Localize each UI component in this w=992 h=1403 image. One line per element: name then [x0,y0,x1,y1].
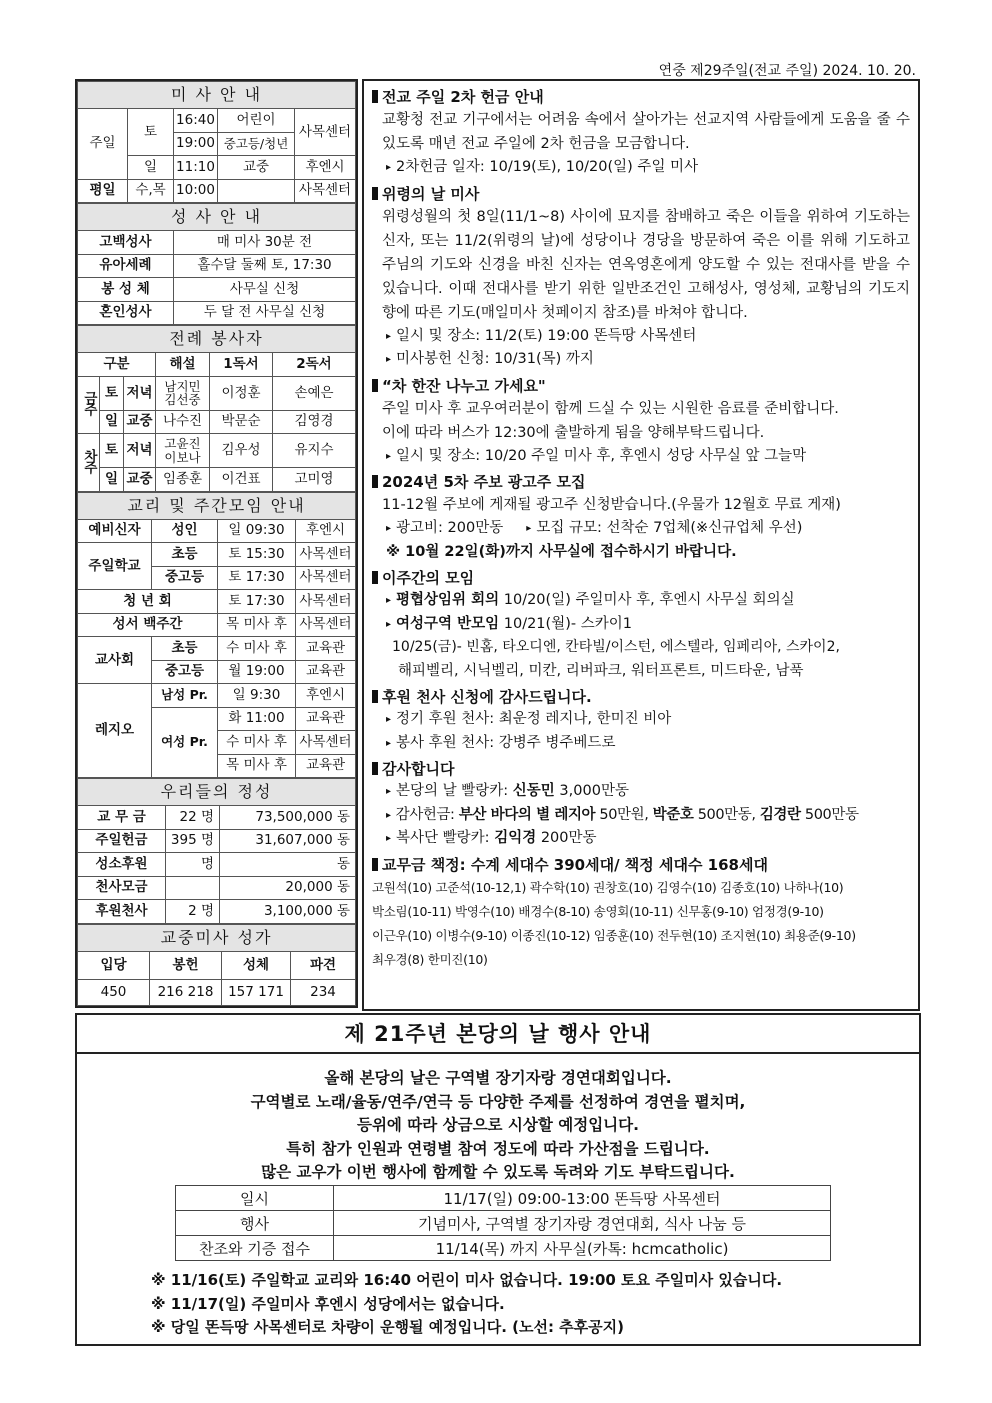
section-title: 전교 주일 2차 헌금 안내 [372,87,910,108]
offering-name: 후원천사 [78,900,166,924]
names-line: 고원석(10) 고준석(10-12,1) 곽수학(10) 권창호(10) 김영수(10) 김종호(10) 나하나(10) [372,879,844,895]
server-reader1: 박문순 [210,410,273,434]
bullet-square-icon [372,187,378,200]
list-item: ▸ 평협상임위 회의 10/20(일) 주일미사 후, 후엔시 사무실 회의실 [372,589,910,613]
section-title: 교무금 책정: 수계 세대수 390세대/ 책정 세대수 168세대 [372,855,910,876]
sacrament-section-title: 성 사 안 내 [78,204,356,231]
triangle-bullet-icon: ▸ [386,450,392,462]
mass-time: 16:40 [174,109,218,133]
offering-amount: 3,100,000 동 [220,900,356,924]
hymn-entrance: 450 [78,979,150,1005]
event-value: 11/17(일) 09:00-13:00 똔득땅 사목센터 [334,1186,831,1211]
bullet-square-icon [372,379,378,392]
servers-head-group: 구분 [78,353,156,377]
servers-head-c2: 1독서 [210,353,273,377]
bullet-square-icon [372,762,378,775]
mass-place: 사목센터 [295,109,356,156]
servers-table [77,325,356,492]
hymn-communion: 157 171 [222,979,291,1005]
sacrament-value: 홀수달 둘째 토, 17:30 [174,254,356,278]
triangle-bullet-icon: ▸ [526,523,532,534]
wed-thu-label: 수,목 [128,179,174,203]
hymn-head-offertory: 봉헌 [150,951,222,979]
triangle-bullet-icon: ▸ [386,618,392,630]
section-body: 주일 미사 후 교우여러분이 함께 드실 수 있는 시원한 음료를 준비합니다. [382,400,839,417]
server-day: 일 [100,468,124,492]
offering-count: 2 명 [166,900,220,924]
meeting-place: 사목센터 [296,590,356,614]
event-notes [151,1269,782,1340]
hymn-offertory: 216 218 [150,979,222,1005]
bulletin-date: 연중 제29주일(전교 주일) 2024. 10. 20. [658,63,916,79]
event-description [77,1067,919,1185]
meeting-time: 화 11:00 [218,707,296,731]
hymn-dismissal: 234 [291,979,356,1005]
list-item: ▸ 봉사 후원 천사: 강병주 병주베드로 [372,732,910,756]
meeting-time: 월 19:00 [218,660,296,684]
names-line: 최우경(8) 한미진(10) [372,951,488,967]
bullet-square-icon [372,571,378,584]
list-item: ▸ 복사단 빨랑카: 김익경 200만동 [372,827,910,851]
servers-head-c1: 해설 [156,353,210,377]
offering-amount: 31,607,000 동 [220,829,356,853]
t-mid-label: 중고등 [152,660,218,684]
sacrament-name: 유아세례 [78,254,174,278]
left-info-panel [75,79,358,1008]
triangle-bullet-icon: ▸ [386,737,392,749]
server-commentator: 임종훈 [156,468,210,492]
mass-who: 중고등/청년 [218,132,295,156]
section-body: 이에 따라 버스가 12:30에 출발하게 됨을 양해부탁드립니다. [382,424,765,441]
bullet-square-icon [372,858,378,871]
triangle-bullet-icon: ▸ [386,595,392,606]
list-item: ▸ 일시 및 장소: 11/2(토) 19:00 똔득땅 사목센터 [372,325,910,349]
meeting-time: 목 미사 후 [218,754,296,778]
mass-who [218,179,295,203]
list-continuation: 해피벨리, 시닉벨리, 미칸, 리버파크, 워터프론트, 미드타운, 남푹 [398,662,804,679]
list-item: ▸ 여성구역 반모임 10/21(월)- 스카이1 [372,613,910,637]
next-week-label: 차주 [80,448,97,472]
server-mass: 저녁 [124,434,156,468]
meeting-place: 후엔시 [296,519,356,543]
section-title: 후원 천사 신청에 감사드립니다. [372,687,910,708]
meeting-place: 교육관 [296,660,356,684]
event-note: ※ 당일 똔득땅 사목센터로 차량이 운행될 예정입니다. (노선: 추후공지) [151,1318,625,1336]
triangle-bullet-icon: ▸ [386,162,392,173]
parish-day-event-box [75,1013,921,1346]
list-item: ▸ 일시 및 장소: 10/20 주일 미사 후, 후엔시 성당 사무실 앞 그늘막 [372,445,910,469]
list-continuation: 10/25(금)- 빈홈, 타오디엔, 칸타빌/이스턴, 에스텔라, 임페리아, 스카이2, [392,639,840,655]
mass-time: 11:10 [174,156,218,180]
sacrament-value: 매 미사 30분 전 [174,231,356,255]
event-key: 행사 [176,1211,334,1236]
list-item: ▸ 정기 후원 천사: 최운정 레지나, 한미진 비아 [372,708,910,732]
server-reader1: 김우성 [210,434,273,468]
event-line: 많은 교우가 이번 행사에 함께할 수 있도록 독려와 기도 부탁드립니다. [261,1163,735,1181]
hymns-section-title: 교중미사 성가 [78,924,356,951]
event-note: ※ 11/17(일) 주일미사 후엔시 성당에서는 없습니다. [151,1294,505,1313]
mass-who: 어린이 [218,109,295,133]
announcements-panel [362,79,920,1011]
meeting-place: 사목센터 [296,566,356,590]
offerings-section-title: 우리들의 정성 [78,779,356,806]
list-item: ▸ 광고비: 200만동 ▸ 모집 규모: 선착순 7업체(※신규업체 우선) [372,517,910,541]
event-line: 등위에 따라 상금으로 시상할 예정입니다. [356,1116,639,1134]
event-line: 구역별로 노래/율동/연주/연극 등 다양한 주제를 선정하여 경연을 펼치며, [250,1092,746,1111]
women-pr-label: 여성 Pr. [152,707,218,778]
section-body: 교황청 전교 기구에서는 어려움 속에서 살아가는 선교지역 사람들에게 도움을 줄 수 있도록 매년 전교 주일에 2차 헌금을 모금합니다. [382,112,910,152]
meeting-time: 목 미사 후 [218,613,296,637]
offerings-table [77,778,356,924]
meeting-time: 일 9:30 [218,684,296,708]
offering-amount: 동 [220,853,356,877]
sacrament-value: 사무실 신청 [174,278,356,302]
offering-count: 22 명 [166,806,220,830]
server-reader2: 고미영 [273,468,356,492]
t-elem-label: 초등 [152,637,218,661]
meeting-place: 교육관 [296,707,356,731]
meeting-time: 토 15:30 [218,543,296,567]
section-title: “차 한잔 나누고 가세요" [372,376,910,397]
section-title: 감사합니다 [372,759,910,780]
offering-name: 천사모금 [78,876,166,900]
server-reader1: 이건표 [210,468,273,492]
sacrament-name: 고백성사 [78,231,174,255]
meeting-place: 교육관 [296,637,356,661]
triangle-bullet-icon: ▸ [386,786,392,797]
meeting-place: 사목센터 [296,543,356,567]
section-note: ※ 10월 22일(화)까지 사무실에 접수하시기 바랍니다. [386,543,737,560]
meeting-place: 사목센터 [296,731,356,755]
section-body: 11-12월 주보에 게재될 광고주 신청받습니다.(우물가 12월호 무료 게재) [382,497,841,513]
hymns-table [77,924,356,1006]
event-title: 제 21주년 본당의 날 행사 안내 [77,1015,919,1054]
meeting-place: 교육관 [296,754,356,778]
bullet-square-icon [372,90,378,103]
server-day: 토 [100,376,124,410]
section-title: 이주간의 모임 [372,568,910,589]
teachers-label: 교사회 [78,637,152,684]
offering-name: 교 무 금 [78,806,166,830]
event-value: 기념미사, 구역별 장기자랑 경연대회, 식사 나눔 등 [334,1211,831,1236]
sacrament-value: 두 달 전 사무실 신청 [174,301,356,325]
server-reader2: 김영경 [273,410,356,434]
event-value: 11/14(목) 까지 사무실(카톡: hcmcatholic) [334,1236,831,1261]
server-reader2: 손예은 [273,376,356,410]
mass-place: 후엔시 [295,156,356,180]
server-day: 일 [100,410,124,434]
bible-label: 성서 백주간 [78,613,218,637]
offering-count: 395 명 [166,829,220,853]
server-reader1: 이정훈 [210,376,273,410]
this-week-label: 금주 [80,391,97,415]
list-item: ▸ 2차헌금 일자: 10/19(토), 10/20(일) 주일 미사 [372,156,910,180]
server-reader2: 유지수 [273,434,356,468]
weekday-label: 평일 [78,179,128,203]
sacrament-name: 혼인성사 [78,301,174,325]
sacrament-name: 봉 성 체 [78,278,174,302]
bullet-square-icon [372,475,378,488]
men-pr-label: 남성 Pr. [152,684,218,708]
mass-place: 사목센터 [295,179,356,203]
mass-time: 10:00 [174,179,218,203]
legio-label: 레지오 [78,684,152,778]
event-key: 일시 [176,1186,334,1211]
list-item: ▸ 감사헌금: 부산 바다의 별 레지아 50만원, 박준호 500만동, 김경란 500만동 [372,804,910,828]
meeting-place: 후엔시 [296,684,356,708]
hymn-head-dismissal: 파견 [291,951,356,979]
youth-label: 청 년 회 [78,590,218,614]
server-mass: 교중 [124,468,156,492]
offering-count: 명 [166,853,220,877]
sunday-school-label: 주일학교 [78,543,152,590]
triangle-bullet-icon: ▸ [386,523,392,534]
sunday-label: 주일 [78,109,128,180]
names-line: 이근우(10) 이병수(9-10) 이종진(10-12) 임종훈(10) 전두현(10) 조지현(10) 최용준(9-10) [372,927,856,943]
list-item: ▸ 본당의 날 빨랑카: 신동민 3,000만동 [372,780,910,804]
offering-name: 성소후원 [78,853,166,877]
triangle-bullet-icon: ▸ [386,809,391,821]
event-line: 올해 본당의 날은 구역별 장기자랑 경연대회입니다. [324,1069,672,1087]
meeting-time: 수 미사 후 [218,731,296,755]
mass-who: 교중 [218,156,295,180]
meeting-time: 일 09:30 [218,519,296,543]
offering-amount: 73,500,000 동 [220,806,356,830]
triangle-bullet-icon: ▸ [386,833,392,844]
server-commentator: 남지민 김선중 [156,376,210,410]
servers-section-title: 전례 봉사자 [78,326,356,353]
meeting-time: 수 미사 후 [218,637,296,661]
triangle-bullet-icon: ▸ [386,330,392,342]
server-commentator: 나수진 [156,410,210,434]
names-line: 박소림(10-11) 박영수(10) 배경수(8-10) 송영회(10-11) 신무홍(9-10) 엄정경(9-10) [372,903,824,919]
adult-label: 성인 [152,519,218,543]
catechumen-label: 예비신자 [78,519,152,543]
event-key: 찬조와 기증 접수 [176,1236,334,1261]
server-mass: 저녁 [124,376,156,410]
elem-label: 초등 [152,543,218,567]
event-details-table [175,1185,831,1261]
mass-section-title: 미 사 안 내 [78,82,356,109]
sunday-day-label: 일 [128,156,174,180]
server-day: 토 [100,434,124,468]
list-item: ▸ 미사봉헌 신청: 10/31(목) 까지 [372,348,910,372]
meeting-place: 사목센터 [296,613,356,637]
hymn-head-entrance: 입당 [78,951,150,979]
section-title: 위령의 날 미사 [372,184,910,205]
sacrament-table [77,203,356,325]
meetings-section-title: 교리 및 주간모임 안내 [78,492,356,519]
section-title: 2024년 5차 주보 광고주 모집 [372,472,910,493]
meeting-time: 토 17:30 [218,590,296,614]
hymn-head-communion: 성체 [222,951,291,979]
offering-count [166,876,220,900]
offering-amount: 20,000 동 [220,876,356,900]
saturday-label: 토 [128,109,174,156]
meetings-table [77,492,356,779]
mass-time: 19:00 [174,132,218,156]
server-mass: 교중 [124,410,156,434]
meeting-time: 토 17:30 [218,566,296,590]
mass-schedule-table [77,81,356,203]
server-commentator: 고윤진 이보나 [156,434,210,468]
servers-head-c3: 2독서 [273,353,356,377]
middle-label: 중고등 [152,566,218,590]
offering-name: 주일헌금 [78,829,166,853]
section-body: 위령성월의 첫 8일(11/1~8) 사이에 묘지를 참배하고 죽은 이들을 위하여 기도하는 신자, 또는 11/2(위령의 날)에 성당이나 경당을 방문하여 죽은 이를 위해 기도하고 주님의 기도와 신경을 바친 신자는 연옥영혼에게 양도할 수 있는 전대사를 받을 수 있습니다. 이때 전대사를 받기 위한 일반조건인 고해성사, 영성체, 교황님의 기도지향에 따른 기도(매일미사 첫페이지 참조)를 바쳐야 합니다. [382,208,910,321]
event-line: 특히 참가 인원과 연령별 참여 정도에 따라 가산점을 드립니다. [286,1139,710,1158]
triangle-bullet-icon: ▸ [386,354,392,365]
event-note: ※ 11/16(토) 주일학교 교리와 16:40 어린이 미사 없습니다. 19:00 토요 주일미사 있습니다. [151,1271,783,1289]
bullet-square-icon [372,690,378,703]
triangle-bullet-icon: ▸ [386,714,392,725]
